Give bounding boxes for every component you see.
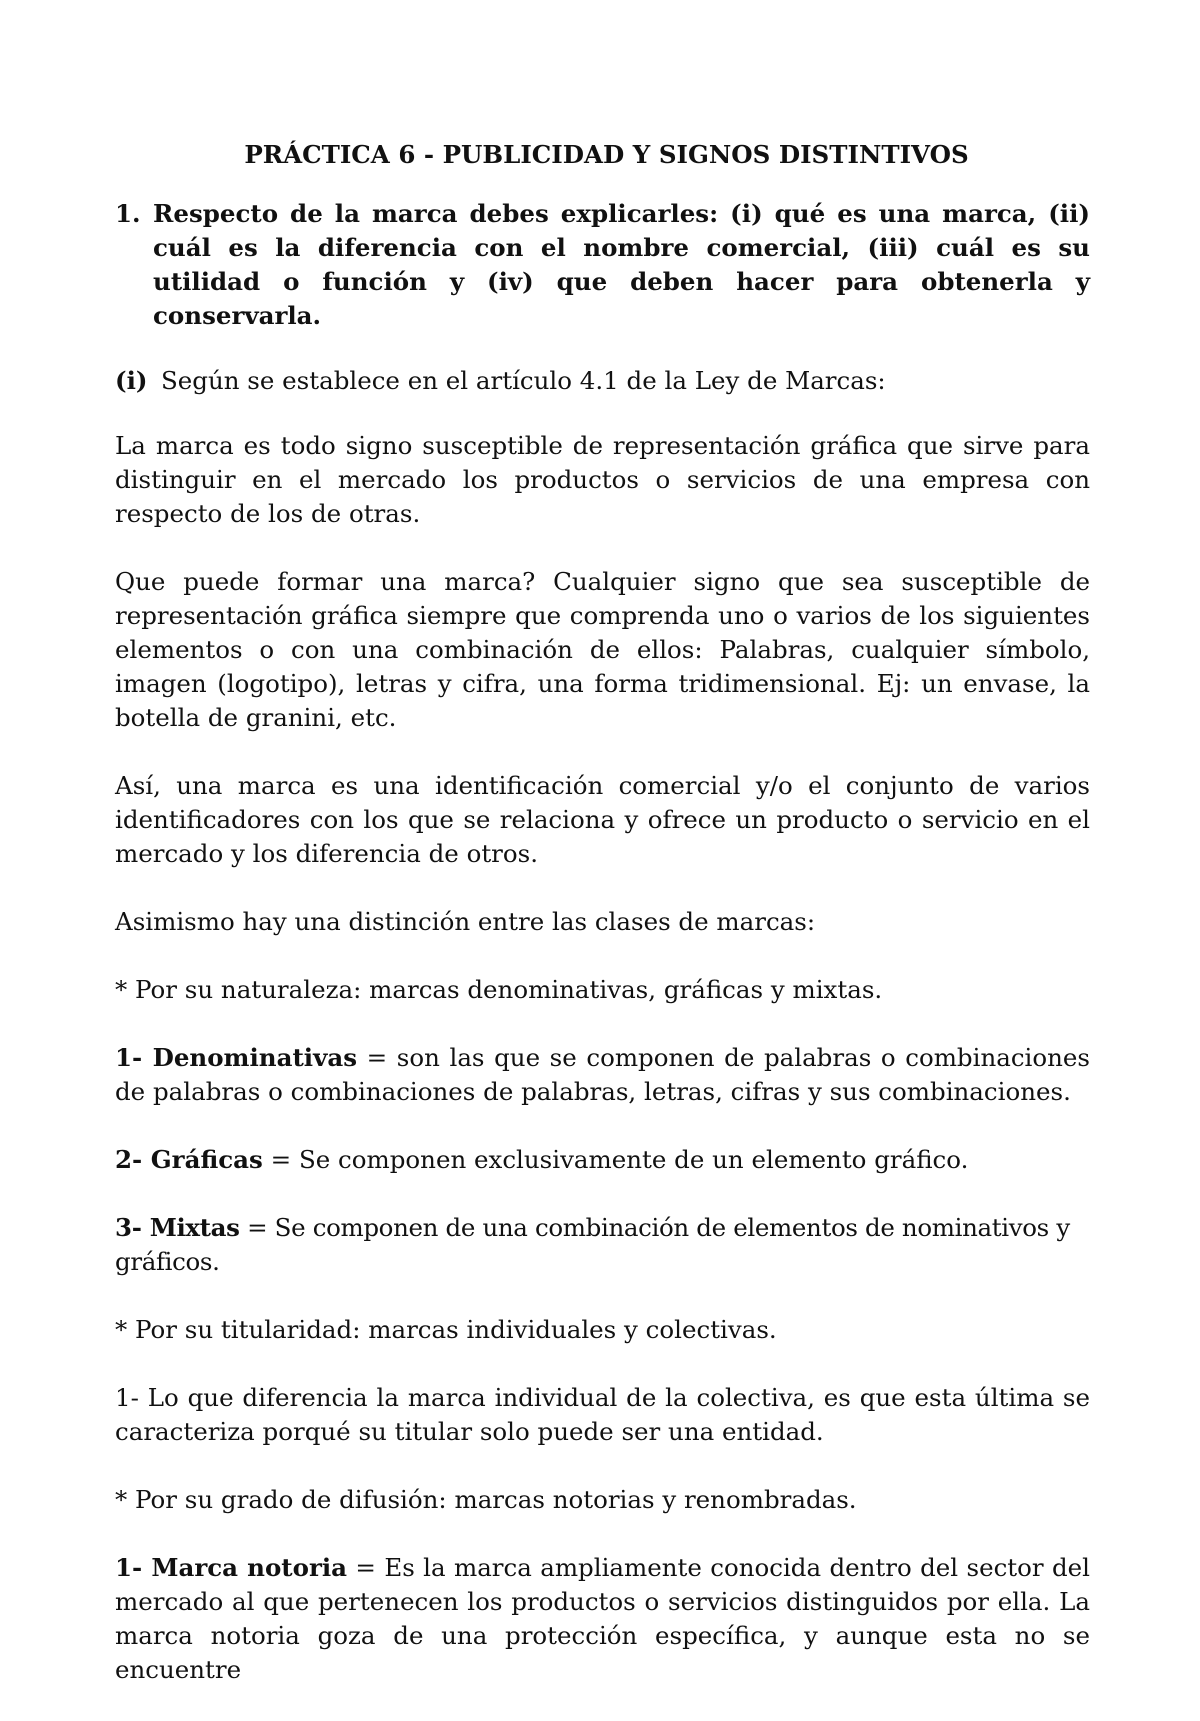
paragraph-collective: 1- Lo que diferencia la marca individual de la colectiva, es que esta última se caracteriza porqué su titular solo puede ser una entidad. bbox=[115, 1383, 1090, 1446]
question-text: Respecto de la marca debes explicarles: (i) qué es una marca, (ii) cuál es la diferencia con el nombre comercial, (iii) cuál es su utilidad o función y (iv) que deben hacer para obtenerla y conservarla. bbox=[153, 199, 1090, 330]
paragraph-definition: La marca es todo signo susceptible de representación gráfica que sirve para distinguir en el mercado los productos o servicios de una empresa con respecto de los de otras. bbox=[115, 431, 1090, 528]
paragraph-classes-intro: Asimismo hay una distinción entre las clases de marcas: bbox=[115, 907, 816, 936]
paragraph-diffusion: * Por su grado de difusión: marcas notorias y renombradas. bbox=[115, 1485, 857, 1514]
term-graficas: 2- Gráficas bbox=[115, 1145, 263, 1174]
document-page bbox=[115, 138, 1090, 1721]
paragraph-elements: Que puede formar una marca? Cualquier signo que sea susceptible de representación gráfica siempre que comprenda uno o varios de los siguientes elementos o con una combinación de ellos: Palabras, cualquier símbolo, imagen (logotipo), letras y cifra, una forma tridimensional. Ej: un envase, la botella de granini, etc. bbox=[115, 567, 1090, 732]
paragraph-identification: Así, una marca es una identificación comercial y/o el conjunto de varios identificadores con los que se relaciona y ofrece un producto o servicio en el mercado y los diferencia de otros. bbox=[115, 771, 1090, 868]
definition-denominativas: = son las que se componen de palabras o combinaciones de palabras o combinaciones de palabras, letras, cifras y sus combinaciones. bbox=[115, 1043, 1090, 1106]
paragraph-mixtas bbox=[115, 1211, 1090, 1279]
term-denominativas: 1- Denominativas bbox=[115, 1043, 358, 1072]
section-heading bbox=[115, 364, 1090, 398]
paragraph-denominativas bbox=[115, 1041, 1090, 1109]
definition-graficas: = Se componen exclusivamente de un elemento gráfico. bbox=[262, 1145, 969, 1174]
section-label: (i) bbox=[115, 366, 148, 395]
section-text: Según se establece en el artículo 4.1 de la Ley de Marcas: bbox=[161, 366, 886, 395]
document-title: PRÁCTICA 6 - PUBLICIDAD Y SIGNOS DISTINTIVOS bbox=[244, 140, 969, 169]
term-mixtas: 3- Mixtas bbox=[115, 1213, 240, 1242]
paragraph-notoria bbox=[115, 1551, 1090, 1687]
paragraph-graficas bbox=[115, 1143, 1090, 1177]
question-item bbox=[115, 197, 1090, 333]
definition-mixtas: = Se componen de una combinación de elementos de nominativos y gráficos. bbox=[115, 1213, 1070, 1276]
paragraph-nature: * Por su naturaleza: marcas denominativas, gráficas y mixtas. bbox=[115, 975, 883, 1004]
definition-notoria: = Es la marca ampliamente conocida dentro del sector del mercado al que pertenecen los productos o servicios distinguidos por ella. La marca notoria goza de una protección específica, y aunque esta no se encuentre bbox=[115, 1553, 1090, 1684]
term-notoria: 1- Marca notoria bbox=[115, 1553, 348, 1582]
question-number: 1. bbox=[115, 199, 141, 228]
paragraph-ownership: * Por su titularidad: marcas individuales y colectivas. bbox=[115, 1315, 777, 1344]
